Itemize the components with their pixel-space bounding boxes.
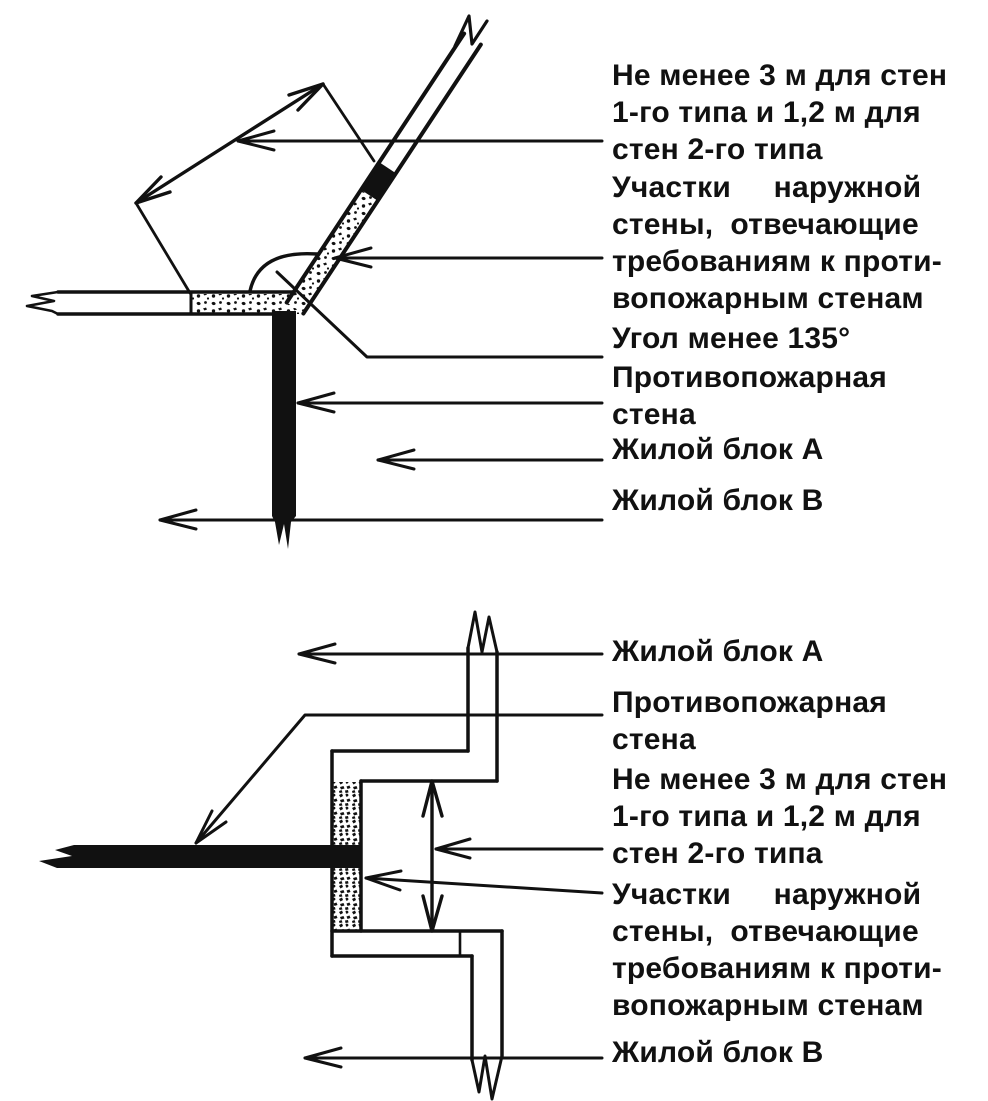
label-bottom-block-b: Жилой блок В — [612, 1036, 824, 1069]
arrowhead — [136, 177, 170, 203]
fire-wall — [272, 311, 296, 549]
block-a-wall — [468, 612, 497, 781]
leader-angle — [277, 272, 602, 357]
wall-break-bottom — [472, 1056, 502, 1099]
leader-block-b — [305, 1048, 602, 1067]
horizontal-outer-wall — [27, 292, 308, 314]
label-bottom-wall-sections: Участки наружной стены, отвечающие требованиям к проти- вопожарным стенам — [612, 878, 942, 1022]
label-top-wall-sections: Участки наружной стены, отвечающие требованиям к проти- вопожарным стенам — [612, 171, 942, 315]
label-top-block-b: Жилой блок В — [612, 484, 824, 517]
label-bottom-block-a: Жилой блок А — [612, 635, 824, 668]
label-top-min-distance: Не менее 3 м для стен 1-го типа и 1,2 м для стен 2-го типа — [612, 59, 948, 166]
label-top-fire-wall: Противопожарная стена — [612, 361, 887, 431]
diagonal-outer-wall — [287, 16, 487, 314]
dimension-arrow-vertical — [423, 781, 442, 931]
arrowhead — [289, 84, 323, 110]
leader-fire-wall — [196, 715, 602, 843]
label-bottom-fire-wall: Противопожарная стена — [612, 686, 887, 756]
label-bottom-min-distance: Не менее 3 м для стен 1-го типа и 1,2 м для стен 2-го типа — [612, 763, 948, 870]
wall-break-left — [27, 292, 58, 314]
lower-step — [332, 931, 502, 956]
wall-break-top — [468, 612, 497, 652]
leader-block-b — [160, 510, 602, 529]
leader-block-a — [378, 450, 602, 469]
leader-wall-sections — [366, 871, 602, 893]
top-figure — [27, 16, 602, 549]
leader-fire-wall — [298, 393, 602, 412]
leader-min-distance — [436, 839, 602, 858]
bottom-figure — [39, 612, 602, 1099]
block-b-wall — [472, 931, 502, 1099]
leader-block-a — [299, 644, 602, 663]
leader-wall-sections — [335, 248, 602, 267]
label-top-block-a: Жилой блок А — [612, 433, 824, 466]
fire-wall — [39, 845, 361, 868]
label-top-angle: Угол менее 135° — [612, 322, 851, 355]
